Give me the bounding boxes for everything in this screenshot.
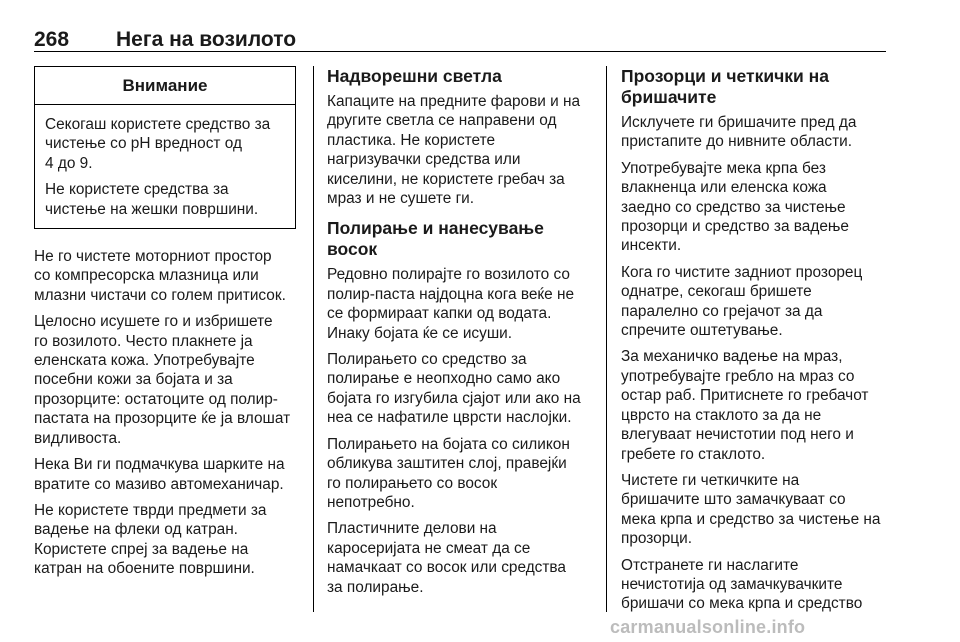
text-line: цврсто на стаклото за да не (621, 406, 822, 424)
text-line: се формираат капки од водата. (327, 305, 552, 323)
text-line: неа се нафатиле цврсти наслојки. (327, 409, 572, 427)
text-line: Целосно исушете го и избришете (34, 313, 273, 331)
body-paragraph (621, 159, 891, 256)
body-paragraph (34, 247, 298, 305)
text-line: бришачите што замачкуваат со (621, 491, 846, 509)
text-line: Инаку бојата ќе се исуши. (327, 324, 513, 342)
text-line: инсекти. (621, 237, 682, 255)
text-line: спречите оштетување. (621, 322, 783, 340)
text-line: прозорци. (621, 530, 692, 548)
text-line: непотребно. (327, 493, 415, 511)
text-line: со компресорска млазница или (34, 267, 259, 285)
text-line: Не го чистете моторниот простор (34, 248, 272, 266)
column-1 (34, 66, 298, 586)
text-line: Капаците на предните фарови и на (327, 93, 581, 110)
text-line: Не користете тврди предмети за (34, 501, 267, 519)
body-paragraph (34, 501, 298, 579)
text-line: Не користете средства за (45, 181, 229, 199)
text-line: влегуваат нечистотии под него и (621, 426, 854, 444)
column-divider-1 (313, 66, 314, 612)
warning-paragraph (45, 180, 287, 219)
text-line: Користете спреј за вадење на (34, 540, 249, 558)
text-line: пластика. Не користете (327, 131, 496, 149)
page-title: Нега на возилото (116, 28, 297, 51)
text-line: остар раб. Притиснете го гребачот (621, 387, 869, 405)
body-paragraph (327, 350, 595, 428)
body-paragraph (621, 556, 891, 614)
page-number: 268 (34, 28, 70, 51)
body-paragraph (34, 455, 298, 494)
text-line: еленската кожа. Употребувајте (34, 352, 255, 370)
warning-body (35, 105, 295, 228)
text-line: Кога го чистите задниот прозорец (621, 263, 863, 281)
body-paragraph (327, 92, 595, 208)
text-line: бришачи со мека крпа и средство (621, 595, 863, 613)
text-line: Употребувајте мека крпа без (621, 159, 826, 177)
text-line: Секогаш користете средство за (45, 116, 271, 133)
section-heading-polishing: Полирање и нанесување восок (327, 218, 544, 260)
text-line: катран на обоените површини. (34, 560, 255, 578)
body-paragraph (621, 471, 891, 549)
text-line: нагризувачки средства или (327, 151, 521, 169)
warning-title: Внимание (35, 67, 295, 105)
heading-line: Прозорци и четкички на (621, 66, 829, 86)
text-line: прозорци и средство за вадење (621, 218, 849, 236)
section-heading-exterior-lights: Надворешни светла (327, 66, 502, 86)
text-line: обликува заштитен слој, правејќи (327, 455, 567, 473)
text-line: каросеријата не смеат да се (327, 539, 531, 557)
text-line: чистење со pH вредност од (45, 135, 242, 153)
section-heading-windows-wipers (621, 66, 891, 108)
body-paragraph (621, 113, 891, 152)
text-line: паралелно со грејачот за да (621, 302, 823, 320)
text-line: Чистете ги четкичките на (621, 471, 800, 489)
column-divider-2 (606, 66, 607, 612)
text-line: намачкаат со восок или средства (327, 559, 566, 577)
text-line: нечистотија од замачкувачките (621, 575, 843, 593)
text-line: чистење на жешки површини. (45, 200, 259, 218)
warning-box (34, 66, 296, 229)
text-line: влакненца или еленска кожа (621, 179, 827, 197)
text-line: пристапите до нивните области. (621, 133, 853, 151)
text-line: пастата на прозорците ќе ја влошат (34, 410, 291, 428)
heading-line: бришачите (621, 87, 717, 107)
header-rule (34, 51, 886, 52)
text-line: другите светла се направени од (327, 112, 557, 130)
text-line: мека крпа и средство за чистење на (621, 510, 881, 528)
text-line: за полирање. (327, 578, 424, 596)
text-line: полир-паста најдоцна кога веќе не (327, 285, 575, 303)
text-line: прозорците: остатоците од полир- (34, 390, 278, 408)
text-line: 4 до 9. (45, 154, 93, 172)
text-line: киселини, не користете гребач за (327, 170, 565, 188)
body-paragraph (34, 312, 298, 448)
text-line: бојата го изгубила сјајот или ако на (327, 389, 581, 407)
warning-paragraph (45, 115, 287, 173)
text-line: видливоста. (34, 429, 122, 447)
text-line: млазни чистачи со голем притисок. (34, 286, 286, 304)
text-line: вратите со мазиво автомеханичар. (34, 475, 284, 493)
text-line: Редовно полирајте го возилото со (327, 266, 570, 284)
column-3 (621, 66, 891, 621)
text-line: Полирањето на бојата со силикон (327, 435, 570, 453)
body-paragraph (327, 435, 595, 513)
text-line: заедно со средство за чистење (621, 198, 846, 216)
text-line: однатре, секогаш бришете (621, 283, 812, 301)
text-line: употребувајте гребло на мраз со (621, 367, 855, 385)
body-paragraph (621, 347, 891, 463)
column-1-text (34, 247, 298, 579)
text-line: Исклучете ги бришачите пред да (621, 114, 857, 131)
body-paragraph (621, 263, 891, 341)
text-line: Полирањето со средство за (327, 351, 527, 369)
text-line: Пластичните делови на (327, 520, 497, 538)
site-watermark: carmanualsonline.info (610, 617, 806, 637)
text-line: мраз и не сушете ги. (327, 190, 475, 208)
text-line: Отстранете ги наслагите (621, 556, 799, 574)
text-line: го полирањето со восок (327, 474, 498, 492)
column-2 (327, 66, 595, 604)
text-line: го возилото. Често плакнете ја (34, 332, 253, 350)
body-paragraph (327, 519, 595, 597)
text-line: вадење на флеки од катран. (34, 521, 238, 539)
text-line: За механичко вадење на мраз, (621, 348, 843, 366)
text-line: полирање е неопходно само ако (327, 370, 561, 388)
text-line: Нека Ви ги подмачкува шарките на (34, 456, 285, 474)
body-paragraph (327, 265, 595, 343)
text-line: посебни кожи за бојата и за (34, 371, 233, 389)
text-line: гребете го стаклото. (621, 445, 766, 463)
